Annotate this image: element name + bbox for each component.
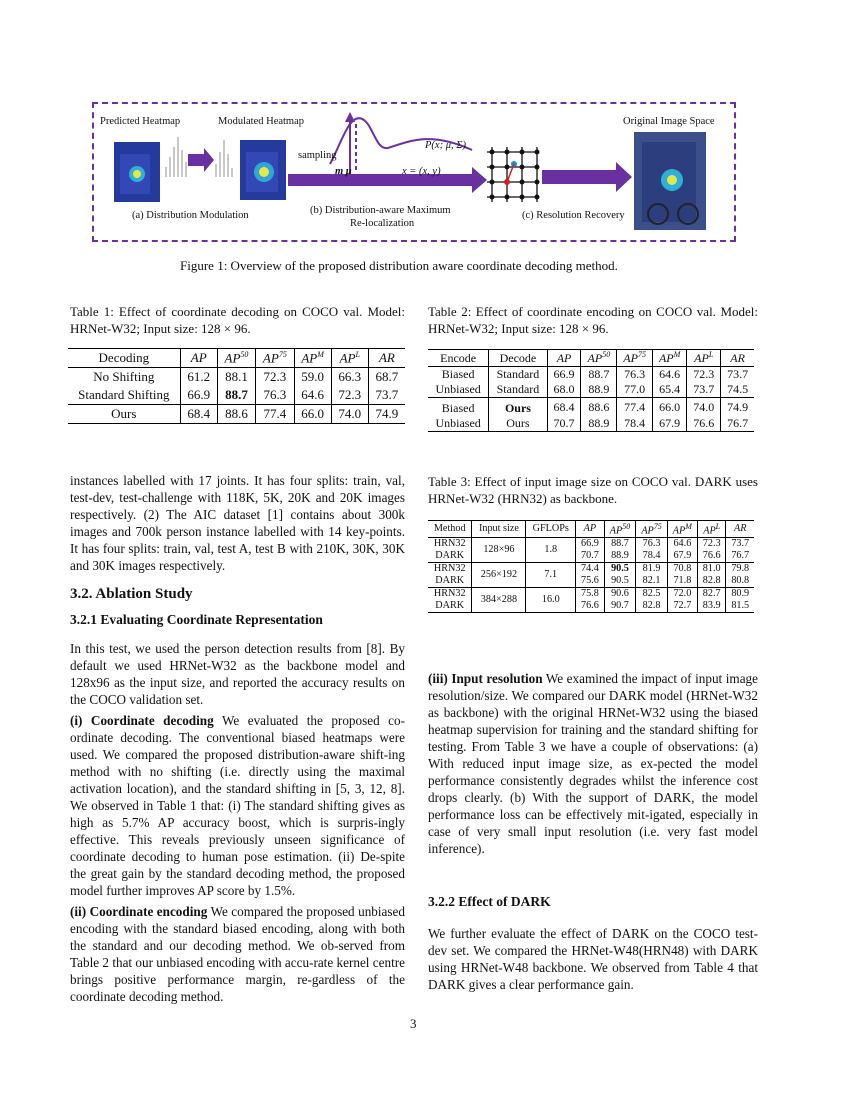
t1-header: AP xyxy=(190,350,207,366)
t3-cell: 76.6 xyxy=(576,600,605,613)
t3-cell: 83.9 xyxy=(697,600,726,613)
t1-cell: 73.7 xyxy=(368,386,405,405)
t3-cell: 88.7 xyxy=(604,538,636,551)
t3-cell: HRN32 xyxy=(433,563,466,575)
recovery-arrow xyxy=(542,162,632,192)
t3-cell: 7.1 xyxy=(526,563,576,588)
t3-cell: HRN32 xyxy=(433,588,466,600)
t3-cell: 90.5 xyxy=(604,563,636,576)
t2-cell: 74.5 xyxy=(721,382,754,398)
para-dark: We further evaluate the effect of DARK on the COCO test-dev set. We compared the HRNet-W48(HRN48) with DARK using HRNet-W48 backbone. We observed from Table 4 that DARK gives a clear performance gain. xyxy=(428,926,758,992)
t3-cell: 75.8 xyxy=(576,588,605,601)
modulated-heatmap-image xyxy=(240,140,286,200)
t2-cell: Standard xyxy=(489,382,547,398)
t3-header: Method xyxy=(433,523,466,535)
t1-cell: 76.3 xyxy=(256,386,294,405)
t1-cell: Ours xyxy=(111,406,137,422)
p-formula-label: P(x; μ, Σ) xyxy=(425,140,466,151)
t1-header: AP xyxy=(224,350,241,366)
t2-cell: Biased xyxy=(441,367,475,381)
t1-cell: 88.7 xyxy=(217,386,255,405)
t3-header: AP xyxy=(609,525,623,537)
t1-cell: 88.1 xyxy=(217,368,255,387)
sampling-label: sampling xyxy=(298,150,337,161)
t2-cell: 88.9 xyxy=(581,382,617,398)
predicted-heatmap-image xyxy=(114,142,160,202)
table-1-caption: Table 1: Effect of coordinate decoding on COCO val. Model: HRNet-W32; Input size: 128 × 96. xyxy=(70,304,405,336)
t3-cell: 90.7 xyxy=(604,600,636,613)
t3-header: AP xyxy=(641,525,654,537)
t1-header-sup: 50 xyxy=(240,350,249,359)
para-decoding: We evaluated the proposed co-ordinate decoding. The conventional biased heatmaps were used. We compared the proposed distribution-aware shift-ing method with no shifting (i.e. directly using the maximal activation location), and the standard shifting in [5, 3, 12, 8]. We observed in Table 1 that: (i) The standard shifting gives as high as 5.7% AP accuracy boost, which is surpris-ingly effective. This reveals previously unseen significance of coordinate decoding to human pose estimation. (ii) De-spite the great gain by the standard decoding method, the proposed model further improves AP score by 1.5%. xyxy=(70,713,406,898)
t3-cell: 79.8 xyxy=(726,563,754,576)
section-title: 3.2. Ablation Study xyxy=(70,586,193,602)
right-column xyxy=(428,670,758,995)
t3-cell: DARK xyxy=(435,600,465,612)
pixel-grid xyxy=(487,147,537,202)
t3-cell: 81.5 xyxy=(726,600,754,613)
t2-header: AP xyxy=(658,351,674,365)
t2-cell: 73.7 xyxy=(721,367,754,383)
subsection-title-322: 3.2.2 Effect of DARK xyxy=(428,894,551,909)
t3-cell: 256×192 xyxy=(472,563,526,588)
t2-cell: 68.4 xyxy=(547,398,581,417)
t1-header: Decoding xyxy=(98,350,150,366)
t3-cell: 82.7 xyxy=(697,588,726,601)
t2-cell: 76.7 xyxy=(721,416,754,432)
table-3 xyxy=(428,520,754,613)
t2-cell: 77.0 xyxy=(617,382,653,398)
x-eq-label: x = (x, y) xyxy=(402,166,441,177)
t2-cell: Ours xyxy=(489,416,547,432)
t3-cell: HRN32 xyxy=(433,538,466,550)
page-number: 3 xyxy=(410,1016,417,1031)
table-2 xyxy=(428,349,754,432)
t3-cell: 384×288 xyxy=(472,588,526,613)
t2-cell: 74.9 xyxy=(721,398,754,417)
t1-cell: 59.0 xyxy=(294,368,331,387)
t2-cell: 70.7 xyxy=(547,416,581,432)
t3-header-sup: 75 xyxy=(653,522,662,531)
t3-header-sup: M xyxy=(685,522,692,531)
t2-header: Decode xyxy=(489,350,547,367)
t1-cell: Standard Shifting xyxy=(78,387,170,403)
t2-cell: Biased xyxy=(441,401,475,415)
t3-cell: 72.0 xyxy=(667,588,697,601)
t3-header: AP xyxy=(583,523,597,535)
t3-header: Input size xyxy=(472,521,526,538)
original-space-label: Original Image Space xyxy=(623,116,715,127)
para-intro: In this test, we used the person detection results from [8]. By default we used HRNet-W32 as the backbone model and 128x96 as the input size, and reported the accuracy results on the COCO validation set. xyxy=(70,641,405,707)
t1-cell: 77.4 xyxy=(256,405,294,424)
t1-header-sup: M xyxy=(317,350,324,359)
t1-header: AP xyxy=(301,350,318,366)
modulation-arrow xyxy=(188,148,214,172)
step-b-label-2: Re-localization xyxy=(350,218,415,229)
t3-cell: 81.0 xyxy=(697,563,726,576)
subsection-title-321: 3.2.1 Evaluating Coordinate Representation xyxy=(70,612,323,627)
t3-cell: DARK xyxy=(435,550,465,562)
table-1 xyxy=(68,348,405,424)
t3-cell: 128×96 xyxy=(472,538,526,563)
t1-cell: 68.4 xyxy=(180,405,217,424)
t2-cell: 74.0 xyxy=(687,398,721,417)
t3-cell: 70.8 xyxy=(667,563,697,576)
t2-cell: 76.3 xyxy=(617,367,653,383)
t3-cell: 90.6 xyxy=(604,588,636,601)
t2-cell: 64.6 xyxy=(653,367,687,383)
t2-cell: 67.9 xyxy=(653,416,687,432)
t3-cell: 80.8 xyxy=(726,575,754,588)
table-2-caption: Table 2: Effect of coordinate encoding on COCO val. Model: HRNet-W32; Input size: 128 × 96. xyxy=(428,304,758,336)
t2-header-sup: 50 xyxy=(602,350,611,359)
t3-cell: 64.6 xyxy=(667,538,697,551)
t3-cell: 82.8 xyxy=(636,600,668,613)
t1-cell: 74.9 xyxy=(368,405,405,424)
step-b-label-1: (b) Distribution-aware Maximum xyxy=(310,205,451,216)
t3-cell: 78.4 xyxy=(636,550,668,563)
para-res: We examined the impact of input image resolution/size. We compared our DARK model (HRNet-W32 as backbone) with the original HRNet-W32 using the biased heatmap supervision for training and the standard shifting for testing. From Table 3 we have a couple of observations: (a) With reduced input image size, as ex-pected the model performance consistently degrades whilst the inference cost drops clearly. (b) With the support of DARK, the model performance loss can be effectively mit-igated, especially in case of very small input resolution (i.e. very fast model inference). xyxy=(428,671,758,856)
t3-header: GFLOPs xyxy=(526,521,576,538)
t1-cell: No Shifting xyxy=(93,369,155,385)
t2-cell: 77.4 xyxy=(617,398,653,417)
para-decoding-head: (i) Coordinate decoding xyxy=(70,713,214,728)
t3-cell: 82.8 xyxy=(697,575,726,588)
t1-header: AR xyxy=(378,350,395,366)
t3-cell: 66.9 xyxy=(576,538,605,551)
t2-header-sup: M xyxy=(673,350,681,359)
modulated-heatmap-label: Modulated Heatmap xyxy=(218,116,305,127)
t2-cell: Unbiased xyxy=(435,416,481,430)
t1-cell: 68.7 xyxy=(368,368,405,387)
t1-header: AP xyxy=(262,350,279,366)
t3-cell: 67.9 xyxy=(667,550,697,563)
t3-header-sup: L xyxy=(715,522,721,531)
t1-header-sup: 75 xyxy=(278,350,287,359)
t1-cell: 66.9 xyxy=(180,386,217,405)
t3-cell: 71.8 xyxy=(667,575,697,588)
t2-cell: 78.4 xyxy=(617,416,653,432)
t2-cell: 65.4 xyxy=(653,382,687,398)
t3-cell: 88.9 xyxy=(604,550,636,563)
t1-cell: 74.0 xyxy=(331,405,368,424)
para-res-head: (iii) Input resolution xyxy=(428,671,543,686)
t2-cell: Unbiased xyxy=(435,382,481,396)
t1-header: AP xyxy=(339,350,356,366)
left-column xyxy=(70,472,405,1007)
para-encoding-head: (ii) Coordinate encoding xyxy=(70,904,208,919)
t3-header: AR xyxy=(734,523,747,535)
t2-cell: 88.7 xyxy=(581,367,617,383)
t2-header: AP xyxy=(694,351,709,365)
para-datasets: instances labelled with 17 joints. It has four splits: train, val, test-dev, test-challenge with 118K, 5K, 20K and 20K images respectively. (2) The AIC dataset [1] contains about 300k images and 700k person instance labelled with 14 key-points. It has four splits: train, val, test A, test B with 210K, 30K, 30K and 30K images respectively. xyxy=(70,473,405,573)
t3-header-sup: 50 xyxy=(622,522,631,531)
t3-cell: 73.7 xyxy=(726,538,754,551)
t3-cell: 82.1 xyxy=(636,575,668,588)
t2-header: AP xyxy=(556,350,572,365)
t2-header: AP xyxy=(623,351,638,365)
t2-cell: 72.3 xyxy=(687,367,721,383)
t3-cell: 82.5 xyxy=(636,588,668,601)
step-a-label: (a) Distribution Modulation xyxy=(132,210,249,221)
t1-cell: 61.2 xyxy=(180,368,217,387)
t1-cell: 66.0 xyxy=(294,405,331,424)
m-mu-label: m μ xyxy=(335,166,352,177)
t3-cell: 72.3 xyxy=(697,538,726,551)
t3-cell: 75.6 xyxy=(576,575,605,588)
figure-1-caption: Figure 1: Overview of the proposed distribution aware coordinate decoding method. xyxy=(180,258,618,273)
grid-nodes xyxy=(490,150,540,200)
t3-header: AP xyxy=(703,525,716,537)
t3-cell: 72.7 xyxy=(667,600,697,613)
t3-cell: 1.8 xyxy=(526,538,576,563)
t2-header-sup: L xyxy=(708,350,714,359)
t1-cell: 72.3 xyxy=(256,368,294,387)
t1-cell: 88.6 xyxy=(217,405,255,424)
t2-cell: 88.9 xyxy=(581,416,617,432)
t2-cell: 66.9 xyxy=(547,367,581,383)
predicted-heatmap-label: Predicted Heatmap xyxy=(100,116,181,127)
t3-cell: 76.3 xyxy=(636,538,668,551)
t2-header: Encode xyxy=(440,350,477,365)
t2-header: AR xyxy=(730,350,745,365)
t3-cell: 70.7 xyxy=(576,550,605,563)
t1-cell: 66.3 xyxy=(331,368,368,387)
para-encoding: We compared the proposed unbiased encoding with the standard biased encoding, along with both the standard and our decoding method. We ob-served from Table 2 that our unbiased encoding with accu-rate kernel centre brings positive performance margin, re-gardless of the coordinate decoding method. xyxy=(70,904,405,1004)
t3-cell: 74.4 xyxy=(576,563,605,576)
t2-cell: 76.6 xyxy=(687,416,721,432)
t2-cell: 66.0 xyxy=(653,398,687,417)
t1-cell: 64.6 xyxy=(294,386,331,405)
table-3-caption: Table 3: Effect of input image size on COCO val. DARK uses HRNet-W32 (HRN32) as backbone. xyxy=(428,474,758,506)
t3-cell: 81.9 xyxy=(636,563,668,576)
t2-header-sup: 75 xyxy=(637,350,646,359)
t3-cell: 76.7 xyxy=(726,550,754,563)
decode-arrow xyxy=(288,167,487,193)
t3-cell: DARK xyxy=(435,575,465,587)
t2-cell: 68.0 xyxy=(547,382,581,398)
t3-cell: 80.9 xyxy=(726,588,754,601)
t3-cell: 76.6 xyxy=(697,550,726,563)
t2-header: AP xyxy=(587,351,603,365)
step-c-label: (c) Resolution Recovery xyxy=(522,210,625,221)
t3-cell: 90.5 xyxy=(604,575,636,588)
t2-cell: 73.7 xyxy=(687,382,721,398)
original-image xyxy=(634,132,706,230)
t2-cell: Standard xyxy=(489,367,547,383)
t3-cell: 16.0 xyxy=(526,588,576,613)
t3-header: AP xyxy=(672,525,686,537)
t2-cell: Ours xyxy=(489,398,547,417)
t1-header-sup: L xyxy=(355,350,360,359)
t1-cell: 72.3 xyxy=(331,386,368,405)
t2-cell: 88.6 xyxy=(581,398,617,417)
